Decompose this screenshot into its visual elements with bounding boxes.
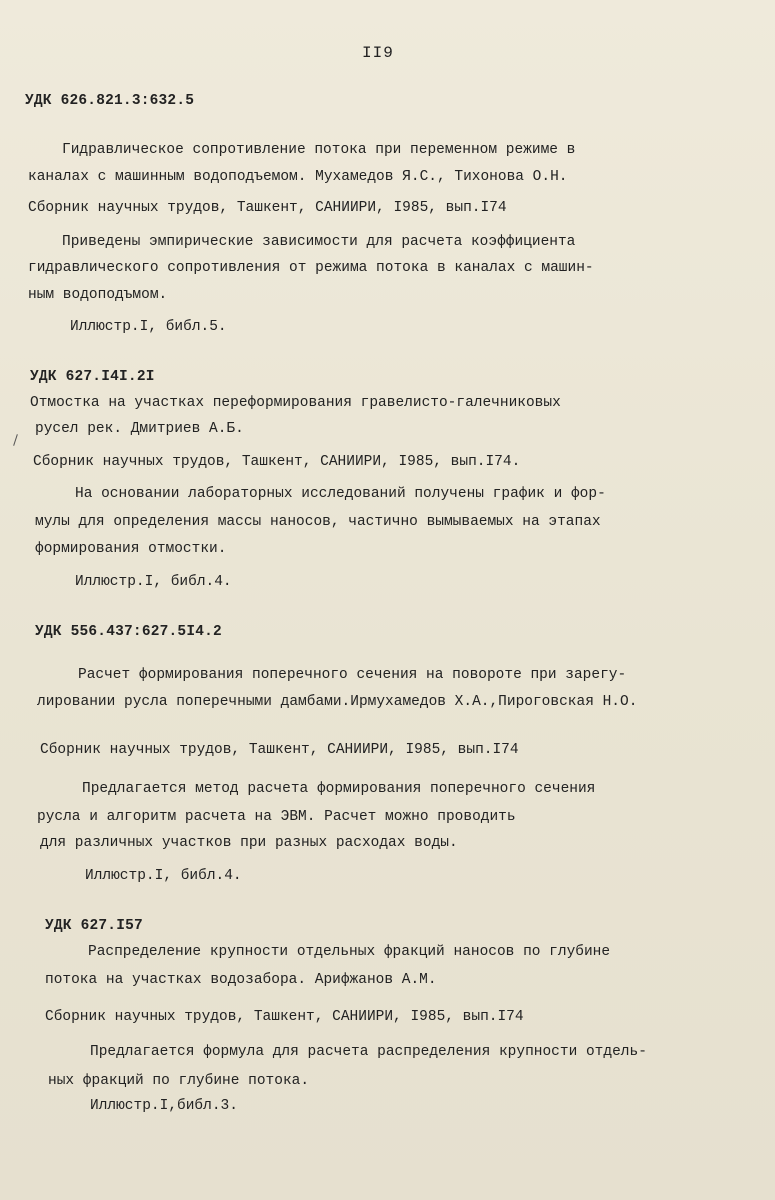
illustration-bibliography: Иллюстр.I,библ.3. <box>90 1098 238 1114</box>
abstract-line: ных фракций по глубине потока. <box>48 1073 310 1089</box>
abstract-line: для различных участков при разных расходах воды. <box>40 835 458 851</box>
udk-code: УДК 627.I4I.2I <box>30 369 155 385</box>
source-line: Сборник научных трудов, Ташкент, САНИИРИ, I985, вып.I74 <box>45 1009 524 1025</box>
illustration-bibliography: Иллюстр.I, библ.4. <box>85 868 242 884</box>
title-line: Гидравлическое сопротивление потока при переменном режиме в <box>62 142 576 158</box>
udk-code: УДК 627.I57 <box>45 918 143 934</box>
abstract-line: формирования отмостки. <box>35 541 227 557</box>
title-line: Распределение крупности отдельных фракций наносов по глубине <box>88 944 611 960</box>
title-line: русел рек. Дмитриев А.Б. <box>35 421 244 437</box>
source-line: Сборник научных трудов, Ташкент, САНИИРИ, I985, вып.I74 <box>28 200 507 216</box>
source-line: Сборник научных трудов, Ташкент, САНИИРИ, I985, вып.I74. <box>33 454 521 470</box>
abstract-line: Предлагается метод расчета формирования поперечного сечения <box>82 781 596 797</box>
abstract-line: ным водоподъмом. <box>28 287 168 303</box>
abstract-line: Приведены эмпирические зависимости для расчета коэффициента <box>62 234 576 250</box>
title-line: Отмостка на участках переформирования гравелисто-галечниковых <box>30 395 561 411</box>
title-line: Расчет формирования поперечного сечения на повороте при зарегу- <box>78 667 627 683</box>
abstract-line: гидравлического сопротивления от режима потока в каналах с машин- <box>28 260 594 276</box>
margin-mark <box>13 434 18 446</box>
page-number: II9 <box>362 44 394 62</box>
udk-code: УДК 626.821.3:632.5 <box>25 93 195 109</box>
title-line: лировании русла поперечными дамбами.Ирмухамедов Х.А.,Пироговская Н.О. <box>37 694 638 710</box>
abstract-line: мулы для определения массы наносов, частично вымываемых на этапах <box>35 514 601 530</box>
udk-code: УДК 556.437:627.5I4.2 <box>35 624 222 640</box>
abstract-line: русла и алгоритм расчета на ЭВМ. Расчет можно проводить <box>37 809 516 825</box>
abstract-line: На основании лабораторных исследований получены график и фор- <box>75 486 606 502</box>
source-line: Сборник научных трудов, Ташкент, САНИИРИ, I985, вып.I74 <box>40 742 519 758</box>
title-line: каналах с машинным водоподъемом. Мухамедов Я.С., Тихонова О.Н. <box>28 169 568 185</box>
title-line: потока на участках водозабора. Арифжанов А.М. <box>45 972 437 988</box>
illustration-bibliography: Иллюстр.I, библ.5. <box>70 319 227 335</box>
illustration-bibliography: Иллюстр.I, библ.4. <box>75 574 232 590</box>
abstract-line: Предлагается формула для расчета распределения крупности отдель- <box>90 1044 647 1060</box>
